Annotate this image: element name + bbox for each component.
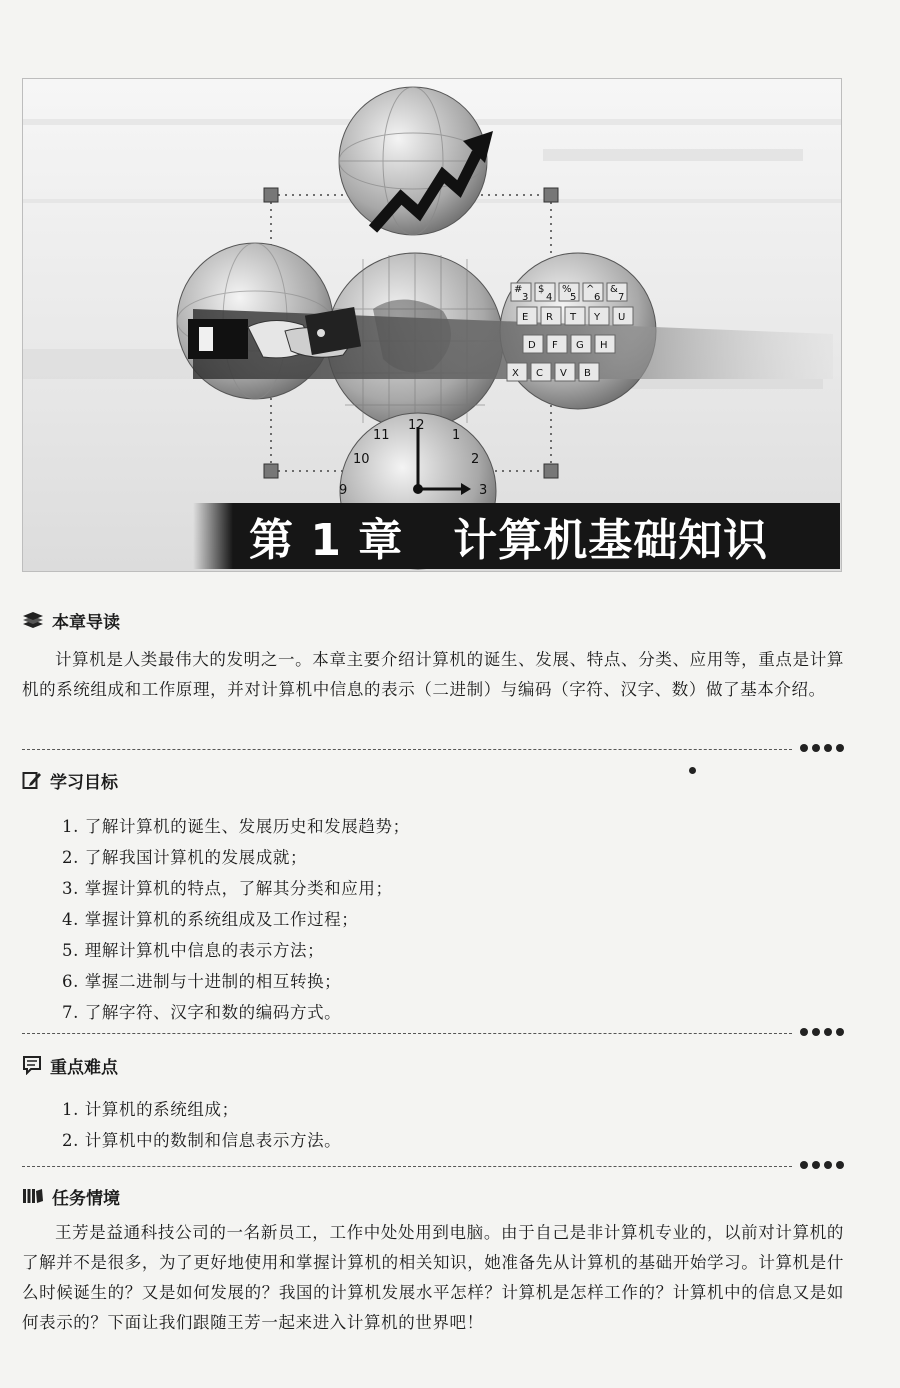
section-heading-key-points: [22, 1051, 118, 1079]
section-heading-text: 学习目标: [50, 772, 118, 793]
list-item: 5. 理解计算机中信息的表示方法；: [62, 941, 325, 960]
speech-bubble-icon: [22, 1055, 42, 1075]
key-label: ^: [586, 284, 595, 295]
list-item: 2. 计算机中的数制和信息表示方法。: [62, 1131, 342, 1150]
chapter-banner: [22, 78, 842, 572]
clock-number: 11: [373, 428, 390, 443]
key-label: V: [560, 368, 567, 379]
list-item: 1. 了解计算机的诞生、发展历史和发展趋势；: [62, 817, 410, 836]
intro-paragraph: 计算机是人类最伟大的发明之一。本章主要介绍计算机的诞生、发展、特点、分类、应用等，重点是计算机的系统组成和工作原理，并对计算机中信息的表示（二进制）与编码（字符、汉字、数）做了基本介绍。: [22, 650, 844, 699]
list-item: 3. 掌握计算机的特点，了解其分类和应用；: [62, 879, 393, 898]
chapter-title-bar: [233, 503, 840, 569]
clock-number: 12: [408, 418, 425, 433]
chapter-number: 第 1 章: [249, 515, 404, 566]
key-points-list: [62, 1094, 341, 1156]
key-label: 4: [546, 292, 553, 303]
banner-illustration: [23, 79, 841, 571]
open-book-icon: [22, 1187, 44, 1205]
section-heading-text: 本章导读: [52, 612, 120, 633]
section-heading-text: 重点难点: [50, 1057, 118, 1078]
key-label: E: [522, 312, 529, 323]
edit-note-icon: [22, 770, 42, 790]
list-item: 2. 了解我国计算机的发展成就；: [62, 848, 308, 867]
key-label: U: [618, 312, 626, 323]
list-item: 4. 掌握计算机的系统组成及工作过程；: [62, 910, 359, 929]
list-item: 6. 掌握二进制与十进制的相互转换；: [62, 972, 342, 991]
goals-list: [62, 811, 410, 1028]
key-label: &: [610, 284, 618, 295]
books-icon: [22, 611, 44, 629]
clock-number: 9: [339, 483, 348, 498]
key-label: Y: [594, 312, 601, 323]
key-label: F: [552, 340, 558, 351]
key-label: T: [570, 312, 577, 323]
key-label: 3: [522, 292, 529, 303]
key-label: #: [514, 284, 523, 295]
key-label: G: [576, 340, 584, 351]
key-row-2: [517, 307, 633, 325]
scenario-paragraph: 王芳是益通科技公司的一名新员工，工作中处处用到电脑。由于自己是非计算机专业的，以前对计算机的了解并不是很多，为了更好地使用和掌握计算机的相关知识，她准备先从计算机的基础开始学习。计算机是什么时候诞生的？又是如何发展的？我国的计算机发展水平怎样？计算机是怎样工作的？计算机中的信息又是如何表示的？下面让我们跟随王芳一起来进入计算机的世界吧！: [22, 1223, 844, 1332]
chapter-title: 计算机基础知识: [453, 515, 769, 566]
key-label: D: [528, 340, 536, 351]
clock-number: 1: [452, 428, 461, 443]
key-label: R: [546, 312, 553, 323]
list-item: 1. 计算机的系统组成；: [62, 1100, 239, 1119]
section-heading-text: 任务情境: [52, 1188, 120, 1209]
key-label: B: [584, 368, 591, 379]
key-label: 5: [570, 292, 577, 303]
key-row-1: [511, 283, 627, 303]
section-heading-intro: [22, 606, 120, 634]
key-label: X: [512, 368, 519, 379]
key-label: $: [538, 284, 545, 295]
section-divider: [22, 1028, 844, 1040]
section-divider: [22, 1161, 844, 1173]
section-heading-scenario: [22, 1182, 120, 1210]
key-label: H: [600, 340, 608, 351]
clock-number: 10: [353, 452, 370, 467]
key-label: %: [562, 284, 572, 295]
list-item: 7. 了解字符、汉字和数的编码方式。: [62, 1003, 342, 1022]
key-label: 6: [594, 292, 601, 303]
section-divider: [22, 744, 844, 756]
key-label: 7: [618, 292, 625, 303]
decorative-dot: [689, 767, 696, 774]
clock-number: 3: [479, 483, 488, 498]
key-label: C: [536, 368, 543, 379]
section-heading-goals: [22, 766, 118, 794]
clock-number: 2: [471, 452, 480, 467]
